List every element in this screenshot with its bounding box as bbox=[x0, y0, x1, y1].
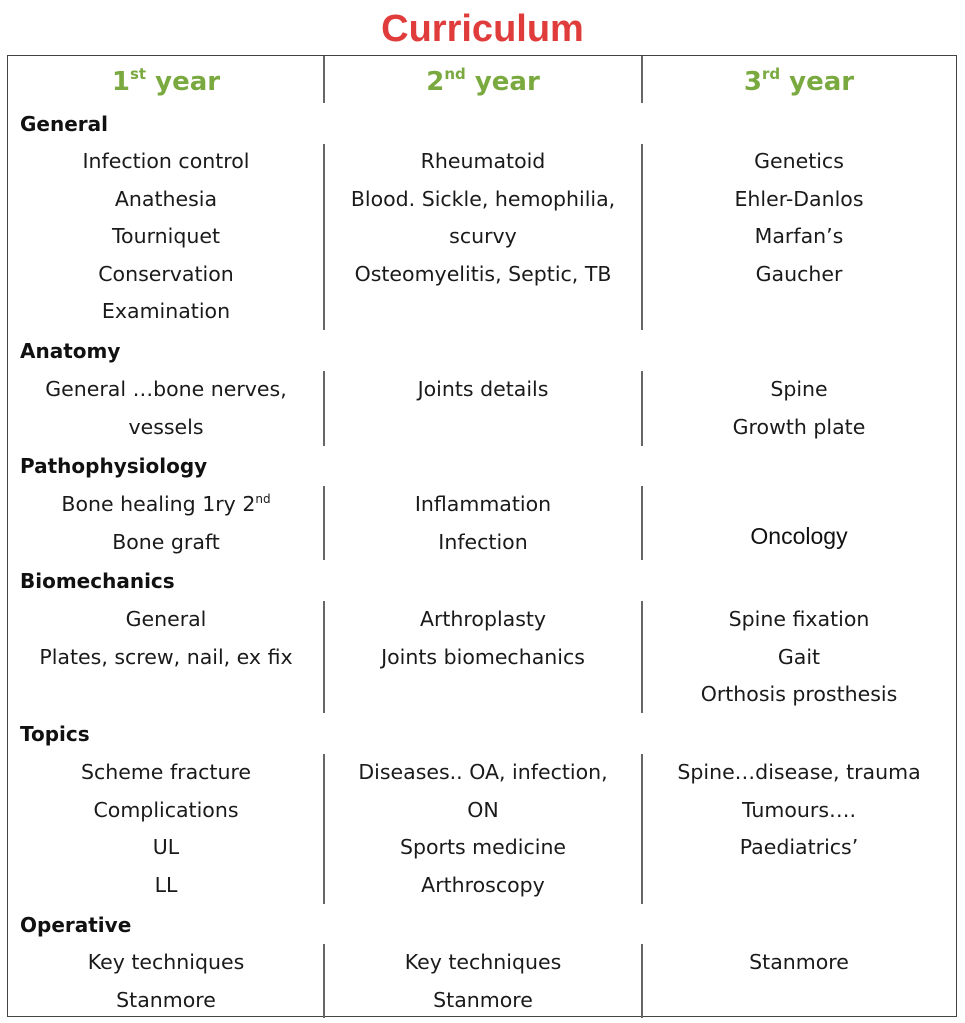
cell-line: Diseases.. OA, infection, bbox=[358, 760, 608, 784]
cell-line: scurvy bbox=[449, 224, 517, 249]
cell-line: Spine bbox=[770, 377, 828, 401]
cell-line: Joints details bbox=[417, 377, 549, 401]
cell-line: vessels bbox=[128, 414, 204, 439]
page-title: Curriculum bbox=[381, 8, 584, 50]
cell-anatomy-year1 bbox=[8, 371, 324, 446]
cell-line: Stanmore bbox=[433, 987, 533, 1012]
cell-line: Key techniques bbox=[87, 950, 245, 974]
year-header-row bbox=[8, 56, 956, 108]
column-divider bbox=[323, 56, 325, 103]
superscript-nd: nd bbox=[255, 492, 271, 506]
cell-topics-year1 bbox=[8, 754, 324, 904]
cell-line: General …bone nerves, bbox=[45, 377, 287, 401]
cell-line: Genetics bbox=[754, 149, 844, 173]
curriculum-table bbox=[7, 55, 957, 1017]
cell-general-year1 bbox=[8, 143, 324, 331]
cell-line: Stanmore bbox=[116, 987, 216, 1012]
cell-line: UL bbox=[152, 835, 180, 860]
cell-line: Key techniques bbox=[404, 950, 562, 974]
cell-line: Joints biomechanics bbox=[381, 644, 585, 669]
cell-biomechanics-year3 bbox=[642, 601, 956, 714]
cell-pathophysiology-year1 bbox=[8, 486, 324, 561]
column-divider bbox=[641, 56, 643, 103]
cell-line: Gaucher bbox=[755, 261, 843, 286]
year-header-3: 3rd year bbox=[743, 65, 855, 97]
cell-line: Ehler-Danlos bbox=[734, 186, 864, 211]
section-title-biomechanics: Biomechanics bbox=[20, 569, 175, 593]
section-title-general: General bbox=[20, 112, 108, 136]
cell-line: Anathesia bbox=[114, 186, 218, 211]
cell-line: Blood. Sickle, hemophilia, bbox=[350, 186, 616, 211]
section-title-pathophysiology: Pathophysiology bbox=[20, 454, 208, 478]
cell-line: Oncology bbox=[750, 523, 848, 549]
cell-line: Stanmore bbox=[749, 950, 849, 974]
section-title-operative: Operative bbox=[20, 913, 132, 937]
cell-line: Plates, screw, nail, ex fix bbox=[39, 644, 293, 669]
cell-line: Orthosis prosthesis bbox=[700, 682, 898, 707]
cell-line: Marfan’s bbox=[754, 224, 844, 249]
cell-pathophysiology-year2 bbox=[324, 486, 642, 561]
cell-biomechanics-year1 bbox=[8, 601, 324, 676]
cell-line: Gait bbox=[777, 644, 821, 669]
cell-line: General bbox=[125, 607, 207, 631]
cell-line: Growth plate bbox=[732, 414, 866, 439]
cell-line: Arthroscopy bbox=[421, 872, 545, 897]
cell-line: Complications bbox=[93, 797, 239, 822]
cell-line: Tumours…. bbox=[741, 797, 857, 822]
section-title-anatomy: Anatomy bbox=[20, 339, 121, 363]
cell-topics-year2 bbox=[324, 754, 642, 904]
cell-line: Inflammation bbox=[414, 492, 552, 516]
cell-anatomy-year3 bbox=[642, 371, 956, 446]
cell-pathophysiology-year3 bbox=[642, 518, 956, 556]
cell-operative-year2 bbox=[324, 944, 642, 1019]
cell-line: Tourniquet bbox=[112, 224, 220, 249]
cell-line: Spine fixation bbox=[728, 607, 870, 631]
cell-line: Conservation bbox=[98, 261, 234, 286]
cell-line bbox=[8, 486, 324, 524]
cell-line: LL bbox=[154, 872, 178, 897]
year-header-1: 1st year bbox=[111, 65, 221, 97]
cell-general-year3 bbox=[642, 143, 956, 293]
cell-line: Infection control bbox=[82, 149, 250, 173]
cell-line: Osteomyelitis, Septic, TB bbox=[354, 261, 612, 286]
cell-line: Examination bbox=[101, 299, 231, 324]
bone-healing-text: Bone healing 1ry 2 bbox=[61, 492, 256, 516]
year-header-2: 2nd year bbox=[426, 65, 540, 97]
cell-line: Sports medicine bbox=[399, 835, 567, 860]
cell-line: Infection bbox=[438, 529, 528, 554]
cell-operative-year1 bbox=[8, 944, 324, 1019]
cell-line: Arthroplasty bbox=[419, 607, 547, 631]
cell-operative-year3 bbox=[642, 944, 956, 982]
cell-general-year2 bbox=[324, 143, 642, 293]
cell-biomechanics-year2 bbox=[324, 601, 642, 676]
cell-line: Rheumatoid bbox=[420, 149, 546, 173]
cell-line: Bone graft bbox=[112, 529, 220, 554]
section-title-topics: Topics bbox=[20, 722, 90, 746]
cell-topics-year3 bbox=[642, 754, 956, 867]
cell-line: Scheme fracture bbox=[80, 760, 252, 784]
cell-anatomy-year2 bbox=[324, 371, 642, 409]
cell-line: Spine…disease, trauma bbox=[677, 760, 921, 784]
cell-line: Paediatrics’ bbox=[739, 835, 859, 860]
cell-line: ON bbox=[467, 797, 499, 822]
